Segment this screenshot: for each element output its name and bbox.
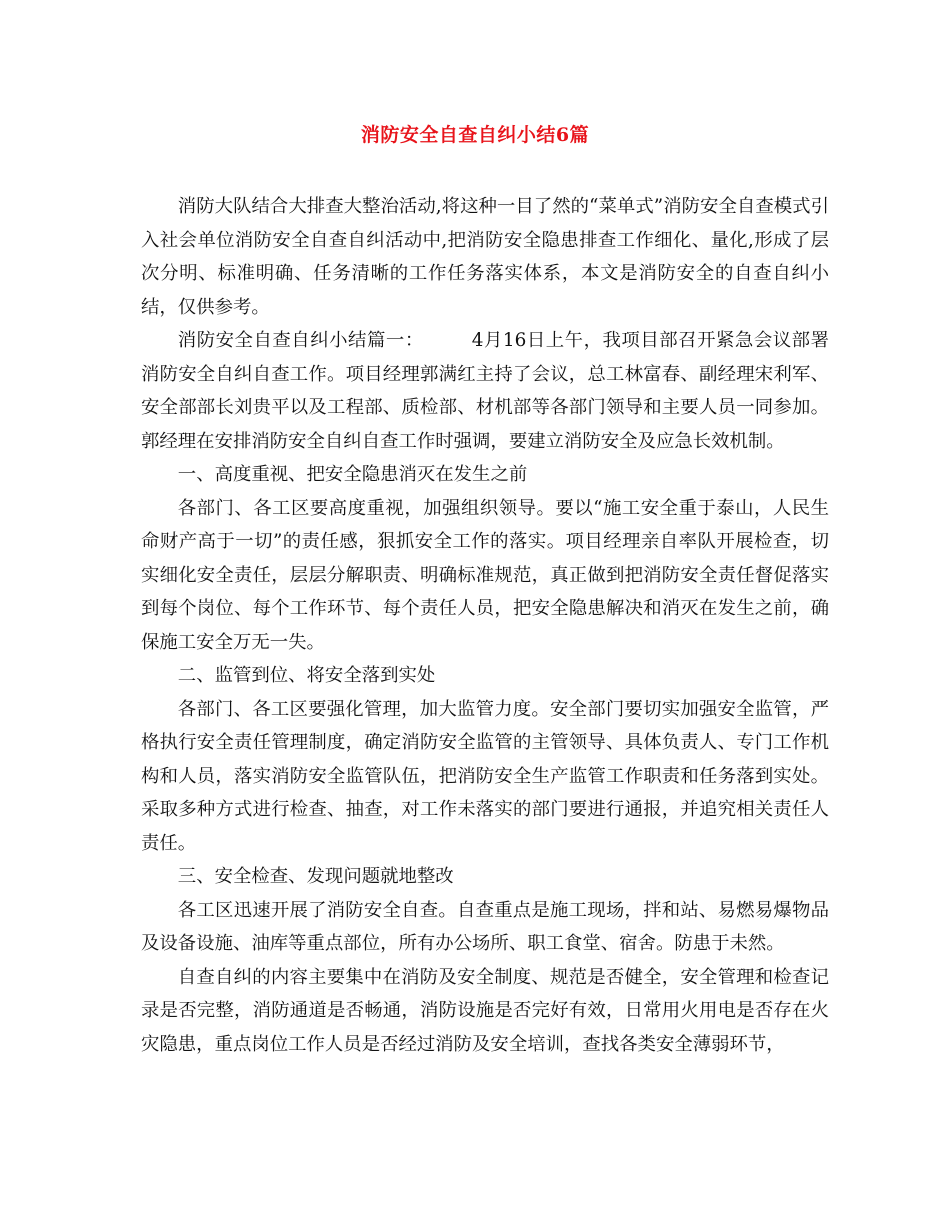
- paragraph-part-one: [141, 324, 829, 458]
- document-body: [141, 190, 829, 1061]
- paragraph-self-check-content: 自查自纠的内容主要集中在消防及安全制度、规范是否健全，安全管理和检查记录是否完整，消防通道是否畅通，消防设施是否完好有效，日常用火用电是否存在火灾隐患，重点岗位工作人员是否经过消防及安全培训，查找各类安全薄弱环节，: [141, 966, 829, 1055]
- paragraph-intro: 消防大队结合大排查大整治活动,将这种一目了然的“菜单式”消防安全自查模式引入社会单位消防安全自查自纠活动中,把消防安全隐患排查工作细化、量化,形成了层次分明、标准明确、任务清晰的工作任务落实体系，本文是消防安全的自查自纠小结，仅供参考。: [141, 196, 829, 318]
- part-one-text: 4月16日上午，我项目部召开紧急会议部署消防安全自纠自查工作。项目经理郭满红主持了会议，总工林富春、副经理宋利军、安全部部长刘贵平以及工程部、质检部、材机部等各部门领导和主要人员一同参加。郭经理在安排消防安全自纠自查工作时强调，要建立消防安全及应急长效机制。: [141, 330, 829, 452]
- section-heading-1: 一、高度重视、把安全隐患消灭在发生之前: [177, 464, 528, 485]
- document-title: 消防安全自查自纠小结6篇: [360, 124, 590, 146]
- paragraph-section-2: 各部门、各工区要强化管理，加大监管力度。安全部门要切实加强安全监管，严格执行安全责任管理制度，确定消防安全监管的主管领导、具体负责人、专门工作机构和人员，落实消防安全监管队伍，把消防安全生产监管工作职责和任务落到实处。采取多种方式进行检查、抽查，对工作未落实的部门要进行通报，并追究相关责任人责任。: [141, 698, 829, 854]
- paragraph-section-3: 各工区迅速开展了消防安全自查。自查重点是施工现场，拌和站、易燃易爆物品及设备设施、油库等重点部位，所有办公场所、职工食堂、宿舍。防患于未然。: [141, 899, 829, 954]
- section-heading-2: 二、监管到位、将安全落到实处: [177, 665, 436, 686]
- section-heading-3: 三、安全检查、发现问题就地整改: [177, 866, 454, 887]
- paragraph-section-1: 各部门、各工区要高度重视，加强组织领导。要以“施工安全重于泰山，人民生命财产高于一切”的责任感，狠抓安全工作的落实。项目经理亲自率队开展检查，切实细化安全责任，层层分解职责、明确标准规范，真正做到把消防安全责任督促落实到每个岗位、每个工作环节、每个责任人员，把安全隐患解决和消灭在发生之前，确保施工安全万无一失。: [141, 497, 829, 653]
- part-one-heading: 消防安全自查自纠小结篇一：: [177, 330, 424, 351]
